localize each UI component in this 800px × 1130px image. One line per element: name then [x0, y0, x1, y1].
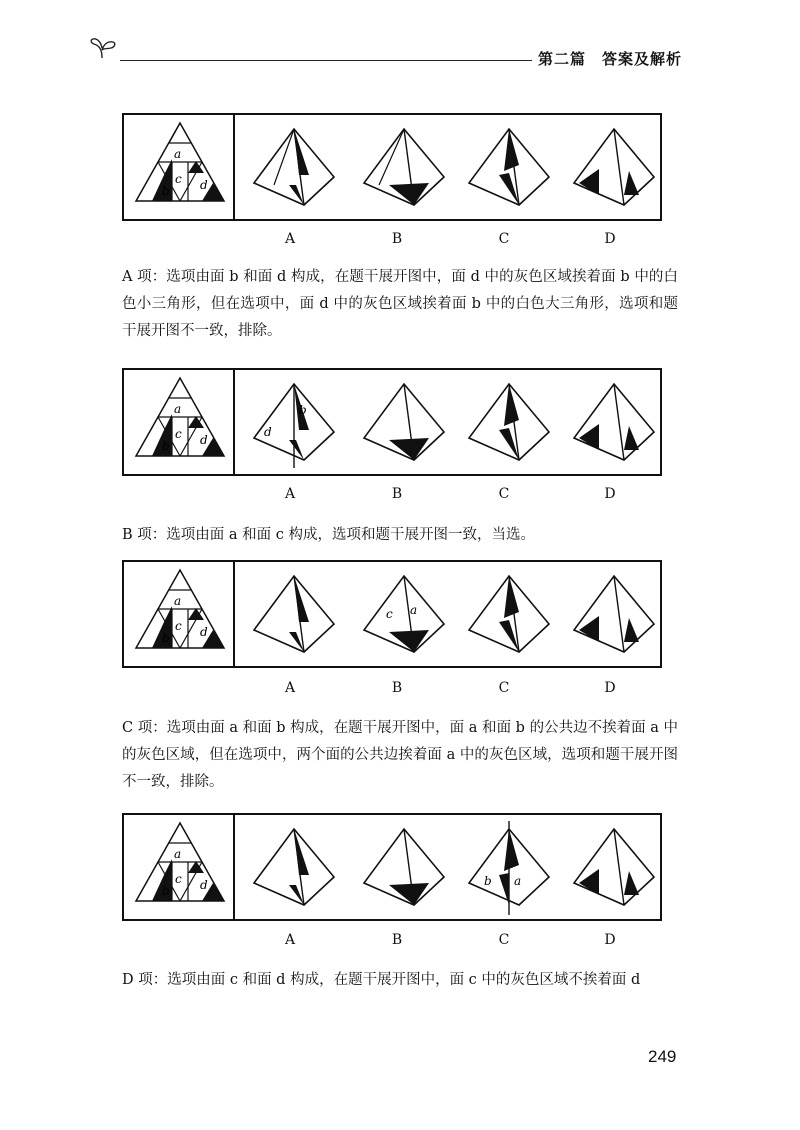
option-a-pyramid — [254, 129, 334, 205]
option-c-pyramid — [469, 129, 549, 205]
option-label-b: B — [391, 486, 403, 502]
figure-4 — [122, 813, 662, 921]
svg-text:c: c — [175, 619, 182, 633]
option-label-b: B — [391, 932, 403, 948]
svg-text:b: b — [162, 884, 170, 898]
svg-text:d: d — [264, 425, 272, 439]
page-number: 249 — [648, 1047, 677, 1066]
option-c-pyramid — [469, 821, 549, 915]
svg-text:b: b — [484, 874, 492, 888]
analysis-paragraph-d: D 项：选项由面 c 和面 d 构成，在题干展开图中，面 c 中的灰色区域不挨着面 d — [122, 972, 641, 988]
header-rule — [120, 60, 532, 61]
figure-2 — [122, 368, 662, 476]
option-labels-2 — [122, 486, 662, 506]
option-d-pyramid — [574, 384, 654, 460]
svg-text:b: b — [299, 403, 307, 417]
svg-text:a: a — [514, 874, 522, 888]
svg-text:c: c — [386, 607, 393, 621]
sprout-icon — [88, 36, 118, 60]
option-label-d: D — [604, 680, 616, 696]
svg-text:a: a — [174, 147, 182, 161]
option-b-pyramid — [364, 129, 444, 205]
option-label-d: D — [604, 932, 616, 948]
option-labels-4 — [122, 932, 662, 952]
option-label-a: A — [284, 486, 296, 502]
analysis-paragraph-a: A 项：选项由面 b 和面 d 构成，在题干展开图中，面 d 中的灰色区域挨着面 b 中的白色小三角形，但在选项中，面 d 中的灰色区域挨着面 b 中的白色大三角形，选项和题干展开图不一致，排除。 — [122, 269, 678, 339]
option-d-pyramid — [574, 129, 654, 205]
unfolded-net — [136, 370, 234, 474]
svg-text:d: d — [200, 625, 208, 639]
option-a-pyramid — [254, 829, 334, 905]
option-label-a: A — [284, 932, 296, 948]
option-c-pyramid — [469, 384, 549, 460]
option-label-d: D — [604, 231, 616, 247]
svg-text:a: a — [174, 847, 182, 861]
option-label-a: A — [284, 231, 296, 247]
figure-1 — [122, 113, 662, 221]
option-b-pyramid — [364, 829, 444, 905]
figure-3 — [122, 560, 662, 668]
option-c-pyramid — [469, 576, 549, 652]
svg-text:d: d — [200, 178, 208, 192]
page-header-title: 第二篇 答案及解析 — [538, 50, 683, 68]
svg-text:b: b — [162, 631, 170, 645]
option-labels-3 — [122, 680, 662, 700]
svg-text:b: b — [162, 184, 170, 198]
unfolded-net — [136, 815, 234, 919]
option-label-c: C — [498, 486, 510, 502]
unfolded-net — [136, 115, 234, 219]
option-a-pyramid — [254, 576, 334, 652]
option-d-pyramid — [574, 829, 654, 905]
svg-text:c: c — [175, 172, 182, 186]
option-b-pyramid — [364, 384, 444, 460]
svg-text:a: a — [174, 402, 182, 416]
analysis-paragraph-b: B 项：选项由面 a 和面 c 构成，选项和题干展开图一致，当选。 — [122, 527, 535, 543]
svg-text:a: a — [174, 594, 182, 608]
option-label-d: D — [604, 486, 616, 502]
option-a-pyramid — [254, 384, 334, 468]
analysis-paragraph-c: C 项：选项由面 a 和面 b 构成，在题干展开图中，面 a 和面 b 的公共边不挨着面 a 中的灰色区域，但在选项中，两个面的公共边挨着面 a 中的灰色区域，选项和题干展开图不一致，排除。 — [122, 720, 678, 790]
svg-text:d: d — [200, 433, 208, 447]
svg-text:b: b — [162, 439, 170, 453]
option-label-c: C — [498, 231, 510, 247]
option-label-c: C — [498, 680, 510, 696]
option-b-pyramid — [364, 576, 444, 652]
svg-text:a: a — [410, 603, 418, 617]
svg-text:c: c — [175, 872, 182, 886]
option-label-c: C — [498, 932, 510, 948]
option-d-pyramid — [574, 576, 654, 652]
option-label-b: B — [391, 680, 403, 696]
svg-text:d: d — [200, 878, 208, 892]
option-label-a: A — [284, 680, 296, 696]
option-labels-1 — [122, 231, 662, 251]
unfolded-net — [136, 562, 234, 666]
svg-text:c: c — [175, 427, 182, 441]
option-label-b: B — [391, 231, 403, 247]
